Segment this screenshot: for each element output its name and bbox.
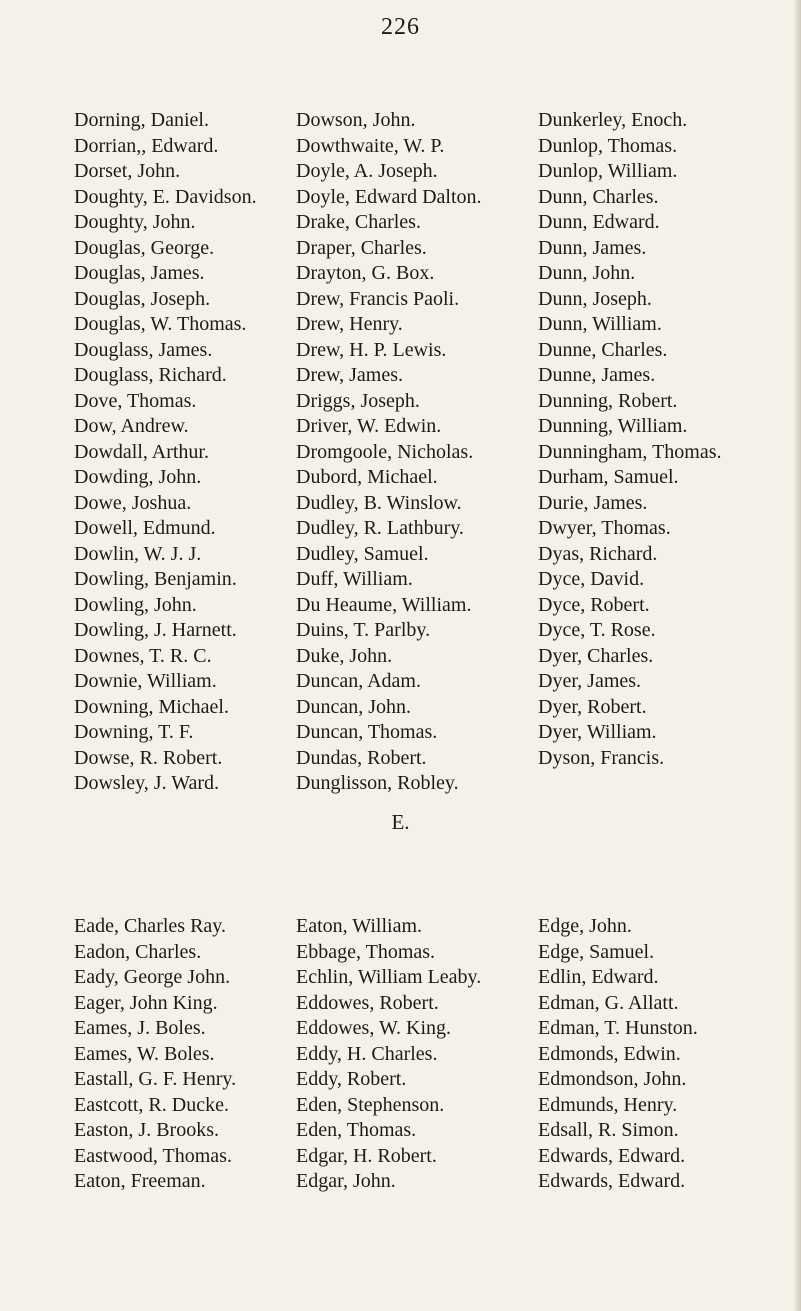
- name-entry: Ebbage, Thomas.: [296, 940, 436, 963]
- name-entry: Dunn, Joseph.: [538, 287, 652, 310]
- name-entry: Dunn, Charles.: [538, 185, 659, 208]
- name-entry: Dowdall, Arthur.: [74, 440, 209, 463]
- name-entry: Dorning, Daniel.: [74, 109, 209, 131]
- name-entry: Eadon, Charles.: [74, 940, 202, 963]
- name-entry: Dunning, William.: [538, 415, 688, 437]
- name-entry: Duins, T. Parlby.: [296, 619, 431, 641]
- name-entry: Eden, Thomas.: [296, 1119, 417, 1141]
- name-entry: Eden, Stephenson.: [296, 1093, 445, 1116]
- name-entry: Eastcott, R. Ducke.: [74, 1093, 229, 1116]
- name-column: [296, 108, 482, 797]
- name-entry: Eddowes, W. King.: [296, 1017, 451, 1039]
- name-entry: Dunn, William.: [538, 313, 662, 335]
- name-entry: Dunn, Edward.: [538, 211, 660, 233]
- name-entry: Dyer, William.: [538, 721, 657, 743]
- name-entry: Dowthwaite, W. P.: [296, 134, 445, 157]
- name-entry: Dowson, John.: [296, 109, 416, 131]
- name-column: [296, 914, 481, 1195]
- name-entry: Dunne, Charles.: [538, 338, 668, 361]
- name-entry: Douglas, James.: [74, 262, 205, 284]
- name-entry: Dorset, John.: [74, 160, 181, 182]
- name-entry: Downing, T. F.: [74, 721, 194, 743]
- name-entry: Eaton, Freeman.: [74, 1170, 206, 1192]
- name-entry: Doughty, John.: [74, 211, 196, 233]
- name-entry: Eastwood, Thomas.: [74, 1144, 232, 1167]
- name-entry: Douglas, W. Thomas.: [74, 313, 247, 335]
- name-entry: Dunlop, William.: [538, 160, 678, 182]
- name-entry: Dunglisson, Robley.: [296, 772, 459, 794]
- name-column: [74, 108, 257, 797]
- name-entry: Eady, George John.: [74, 966, 231, 988]
- name-entry: Dowding, John.: [74, 466, 202, 488]
- name-entry: Dorrian,, Edward.: [74, 134, 219, 157]
- name-entry: Duff, William.: [296, 568, 413, 590]
- name-entry: Downes, T. R. C.: [74, 644, 212, 667]
- name-entry: Dyce, Robert.: [538, 593, 650, 616]
- name-entry: Duncan, Adam.: [296, 670, 421, 692]
- name-entry: Edge, John.: [538, 915, 632, 937]
- name-entry: Dyer, James.: [538, 670, 642, 692]
- name-entry: Duncan, John.: [296, 695, 411, 718]
- name-entry: Dundas, Robert.: [296, 746, 427, 769]
- name-entry: Edman, G. Allatt.: [538, 991, 679, 1014]
- name-entry: Dunkerley, Enoch.: [538, 109, 688, 131]
- name-entry: Eager, John King.: [74, 991, 218, 1014]
- name-entry: Durie, James.: [538, 491, 648, 514]
- name-entry: Eddowes, Robert.: [296, 991, 439, 1014]
- name-entry: Edsall, R. Simon.: [538, 1119, 679, 1141]
- name-column: [538, 108, 722, 771]
- name-entry: Eade, Charles Ray.: [74, 915, 226, 937]
- section-heading-e: E.: [391, 810, 410, 834]
- name-entry: Echlin, William Leaby.: [296, 966, 482, 988]
- name-entry: Dowell, Edmund.: [74, 517, 216, 539]
- name-entry: Dow, Andrew.: [74, 415, 189, 437]
- name-entry: Drew, H. P. Lewis.: [296, 338, 447, 361]
- name-entry: Drake, Charles.: [296, 211, 421, 233]
- name-entry: Eastall, G. F. Henry.: [74, 1068, 237, 1090]
- name-entry: Dyce, T. Rose.: [538, 619, 656, 641]
- name-entry: Dudley, Samuel.: [296, 542, 429, 565]
- name-entry: Dowe, Joshua.: [74, 491, 192, 514]
- name-entry: Doyle, Edward Dalton.: [296, 185, 482, 208]
- name-entry: Drayton, G. Box.: [296, 262, 435, 284]
- name-entry: Doyle, A. Joseph.: [296, 160, 438, 182]
- name-entry: Dowlin, W. J. J.: [74, 542, 202, 565]
- name-column: [538, 914, 698, 1195]
- name-entry: Drew, Francis Paoli.: [296, 287, 460, 310]
- name-entry: Dove, Thomas.: [74, 389, 197, 412]
- name-entry: Douglass, James.: [74, 338, 213, 361]
- name-entry: Durham, Samuel.: [538, 466, 679, 488]
- name-entry: Eddy, H. Charles.: [296, 1042, 438, 1065]
- name-entry: Edgar, John.: [296, 1170, 396, 1192]
- name-entry: Downing, Michael.: [74, 695, 229, 718]
- name-entry: Drew, Henry.: [296, 313, 403, 335]
- name-entry: Edmondson, John.: [538, 1068, 687, 1090]
- name-entry: Dowsley, J. Ward.: [74, 772, 220, 794]
- name-entry: Driggs, Joseph.: [296, 389, 420, 412]
- name-entry: Eddy, Robert.: [296, 1068, 407, 1090]
- name-entry: Edwards, Edward.: [538, 1170, 686, 1192]
- name-entry: Duncan, Thomas.: [296, 721, 438, 743]
- name-entry: Dromgoole, Nicholas.: [296, 440, 474, 463]
- name-entry: Draper, Charles.: [296, 236, 427, 259]
- name-entry: Dyson, Francis.: [538, 746, 665, 769]
- name-entry: Dyer, Robert.: [538, 695, 647, 718]
- name-entry: Dunn, James.: [538, 236, 647, 259]
- name-entry: Dwyer, Thomas.: [538, 517, 671, 539]
- name-column: [74, 914, 236, 1195]
- name-entry: Dyer, Charles.: [538, 644, 654, 667]
- name-entry: Dunningham, Thomas.: [538, 440, 722, 463]
- name-entry: Edmonds, Edwin.: [538, 1042, 681, 1065]
- name-entry: Douglas, George.: [74, 236, 215, 259]
- name-entry: Dowling, Benjamin.: [74, 568, 237, 590]
- name-entry: Drew, James.: [296, 364, 404, 386]
- name-entry: Douglass, Richard.: [74, 364, 227, 386]
- name-entry: Edwards, Edward.: [538, 1144, 686, 1167]
- name-entry: Du Heaume, William.: [296, 593, 472, 616]
- name-entry: Dowling, J. Harnett.: [74, 619, 237, 641]
- name-entry: Douglas, Joseph.: [74, 287, 211, 310]
- name-entry: Eames, W. Boles.: [74, 1042, 215, 1065]
- name-entry: Dudley, R. Lathbury.: [296, 517, 464, 539]
- name-entry: Dyas, Richard.: [538, 542, 658, 565]
- name-entry: Edgar, H. Robert.: [296, 1144, 437, 1167]
- name-entry: Easton, J. Brooks.: [74, 1119, 219, 1141]
- page-binding-edge: [793, 0, 801, 1311]
- name-entry: Dunn, John.: [538, 262, 636, 284]
- name-entry: Edmunds, Henry.: [538, 1093, 678, 1116]
- name-entry: Dubord, Michael.: [296, 466, 438, 488]
- page-number: 226: [381, 14, 420, 40]
- name-entry: Dowling, John.: [74, 593, 197, 616]
- name-entry: Edge, Samuel.: [538, 940, 655, 963]
- name-entry: Eaton, William.: [296, 915, 423, 937]
- name-entry: Edlin, Edward.: [538, 966, 659, 988]
- name-entry: Dunning, Robert.: [538, 389, 678, 412]
- name-entry: Eames, J. Boles.: [74, 1017, 206, 1039]
- name-entry: Dyce, David.: [538, 568, 645, 590]
- name-entry: Edman, T. Hunston.: [538, 1017, 698, 1039]
- name-entry: Dowse, R. Robert.: [74, 746, 223, 769]
- name-entry: Downie, William.: [74, 670, 217, 692]
- name-entry: Dunne, James.: [538, 364, 656, 386]
- name-entry: Driver, W. Edwin.: [296, 415, 442, 437]
- name-entry: Doughty, E. Davidson.: [74, 185, 257, 208]
- name-entry: Dunlop, Thomas.: [538, 134, 678, 157]
- name-entry: Duke, John.: [296, 644, 393, 667]
- name-entry: Dudley, B. Winslow.: [296, 491, 462, 514]
